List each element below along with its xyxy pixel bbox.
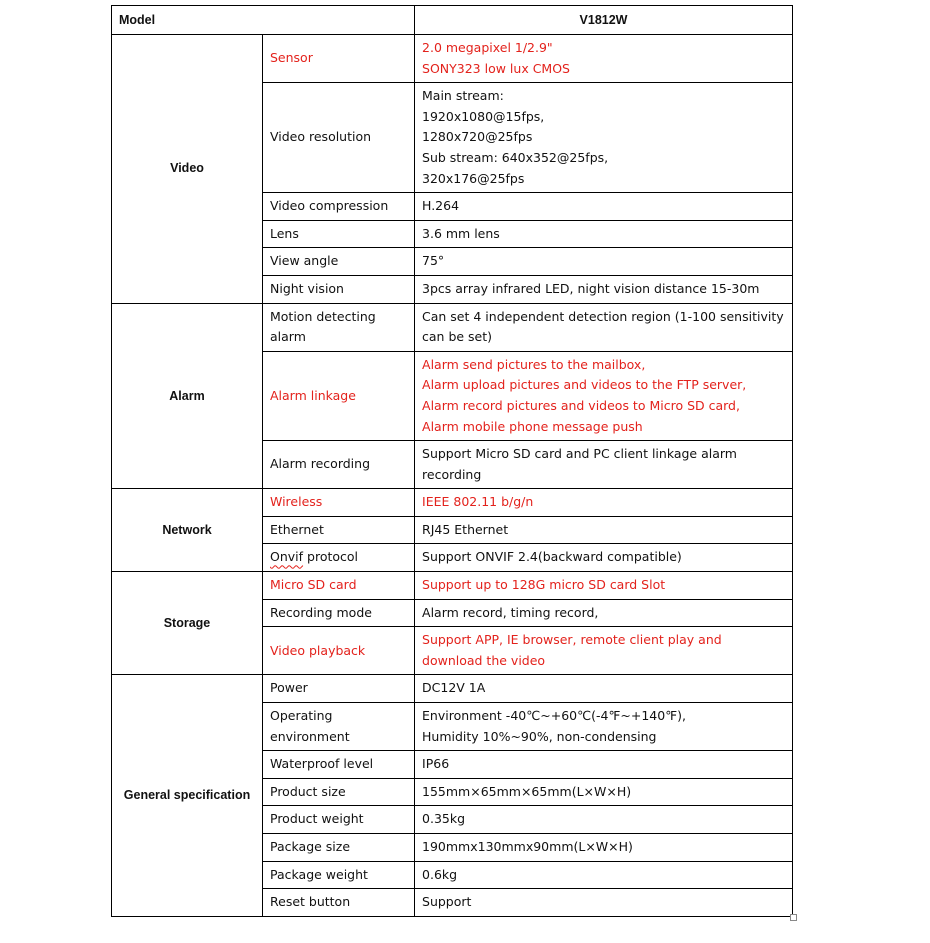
view-angle-value: 75° [415, 248, 793, 276]
ethernet-label: Ethernet [263, 516, 415, 544]
micro-sd-label: Micro SD card [263, 572, 415, 600]
waterproof-label: Waterproof level [263, 751, 415, 779]
environment-line: Humidity 10%~90%, non-condensing [422, 728, 657, 744]
video-playback-value: Support APP, IE browser, remote client play and download the video [415, 627, 793, 675]
environment-value [415, 703, 793, 751]
group-alarm: Alarm [112, 303, 263, 489]
power-value: DC12V 1A [415, 675, 793, 703]
product-size-label: Product size [263, 778, 415, 806]
sensor-line: 2.0 megapixel 1/2.9" [422, 40, 553, 55]
compression-label: Video compression [263, 193, 415, 221]
group-storage: Storage [112, 572, 263, 675]
table-row [112, 489, 793, 517]
onvif-value: Support ONVIF 2.4(backward compatible) [415, 544, 793, 572]
spec-table [111, 5, 793, 917]
recording-mode-label: Recording mode [263, 599, 415, 627]
resolution-line: 1280x720@25fps [422, 129, 533, 145]
reset-button-label: Reset button [263, 889, 415, 917]
alarm-linkage-line: Alarm send pictures to the mailbox, [422, 356, 646, 372]
recording-mode-value: Alarm record, timing record, [415, 599, 793, 627]
group-general: General specification [112, 675, 263, 916]
resolution-line: Sub stream: 640x352@25fps, [422, 149, 609, 165]
table-row [112, 303, 793, 351]
waterproof-value: IP66 [415, 751, 793, 779]
video-playback-label: Video playback [263, 627, 415, 675]
power-label: Power [263, 675, 415, 703]
motion-alarm-value: Can set 4 independent detection region (1-100 sensitivity can be set) [415, 303, 793, 351]
night-vision-label: Night vision [263, 275, 415, 303]
onvif-label-rest: protocol [303, 549, 359, 565]
compression-value: H.264 [415, 193, 793, 221]
view-angle-label: View angle [263, 248, 415, 276]
alarm-linkage-line: Alarm mobile phone message push [422, 418, 643, 434]
product-weight-value: 0.35kg [415, 806, 793, 834]
micro-sd-value: Support up to 128G micro SD card Slot [415, 572, 793, 600]
alarm-recording-label: Alarm recording [263, 441, 415, 489]
resolution-label: Video resolution [263, 83, 415, 193]
resolution-line: Main stream: [422, 88, 504, 104]
package-weight-label: Package weight [263, 861, 415, 889]
wireless-value: IEEE 802.11 b/g/n [415, 489, 793, 517]
reset-button-value: Support [415, 889, 793, 917]
resolution-line: 1920x1080@15fps, [422, 108, 545, 124]
package-weight-value: 0.6kg [415, 861, 793, 889]
resolution-value [415, 83, 793, 193]
table-resize-handle[interactable] [790, 914, 797, 921]
product-size-value: 155mm×65mm×65mm(L×W×H) [415, 778, 793, 806]
resolution-line: 320x176@25fps [422, 170, 525, 186]
sensor-label: Sensor [263, 35, 415, 83]
ethernet-value: RJ45 Ethernet [415, 516, 793, 544]
lens-value: 3.6 mm lens [415, 220, 793, 248]
table-row [112, 35, 793, 83]
onvif-label [263, 544, 415, 572]
alarm-linkage-line: Alarm upload pictures and videos to the FTP server, [422, 377, 747, 393]
environment-label: Operating environment [263, 703, 415, 751]
alarm-recording-value: Support Micro SD card and PC client linkage alarm recording [415, 441, 793, 489]
group-video: Video [112, 35, 263, 304]
onvif-word: Onvif [270, 549, 304, 565]
sensor-line: SONY323 low lux CMOS [422, 60, 570, 76]
wireless-label: Wireless [263, 489, 415, 517]
model-value: V1812W [415, 6, 793, 35]
header-row [112, 6, 793, 35]
package-size-value: 190mmx130mmx90mm(L×W×H) [415, 834, 793, 862]
model-label: Model [112, 6, 415, 35]
lens-label: Lens [263, 220, 415, 248]
table-row [112, 675, 793, 703]
alarm-linkage-label: Alarm linkage [263, 351, 415, 440]
motion-alarm-label: Motion detecting alarm [263, 303, 415, 351]
product-weight-label: Product weight [263, 806, 415, 834]
environment-line: Environment -40℃~+60℃(-4℉~+140℉), [422, 708, 686, 724]
group-network: Network [112, 489, 263, 572]
night-vision-value: 3pcs array infrared LED, night vision distance 15-30m [415, 275, 793, 303]
sensor-value [415, 35, 793, 83]
table-row [112, 572, 793, 600]
alarm-linkage-value [415, 351, 793, 440]
package-size-label: Package size [263, 834, 415, 862]
alarm-linkage-line: Alarm record pictures and videos to Micro SD card, [422, 397, 740, 413]
